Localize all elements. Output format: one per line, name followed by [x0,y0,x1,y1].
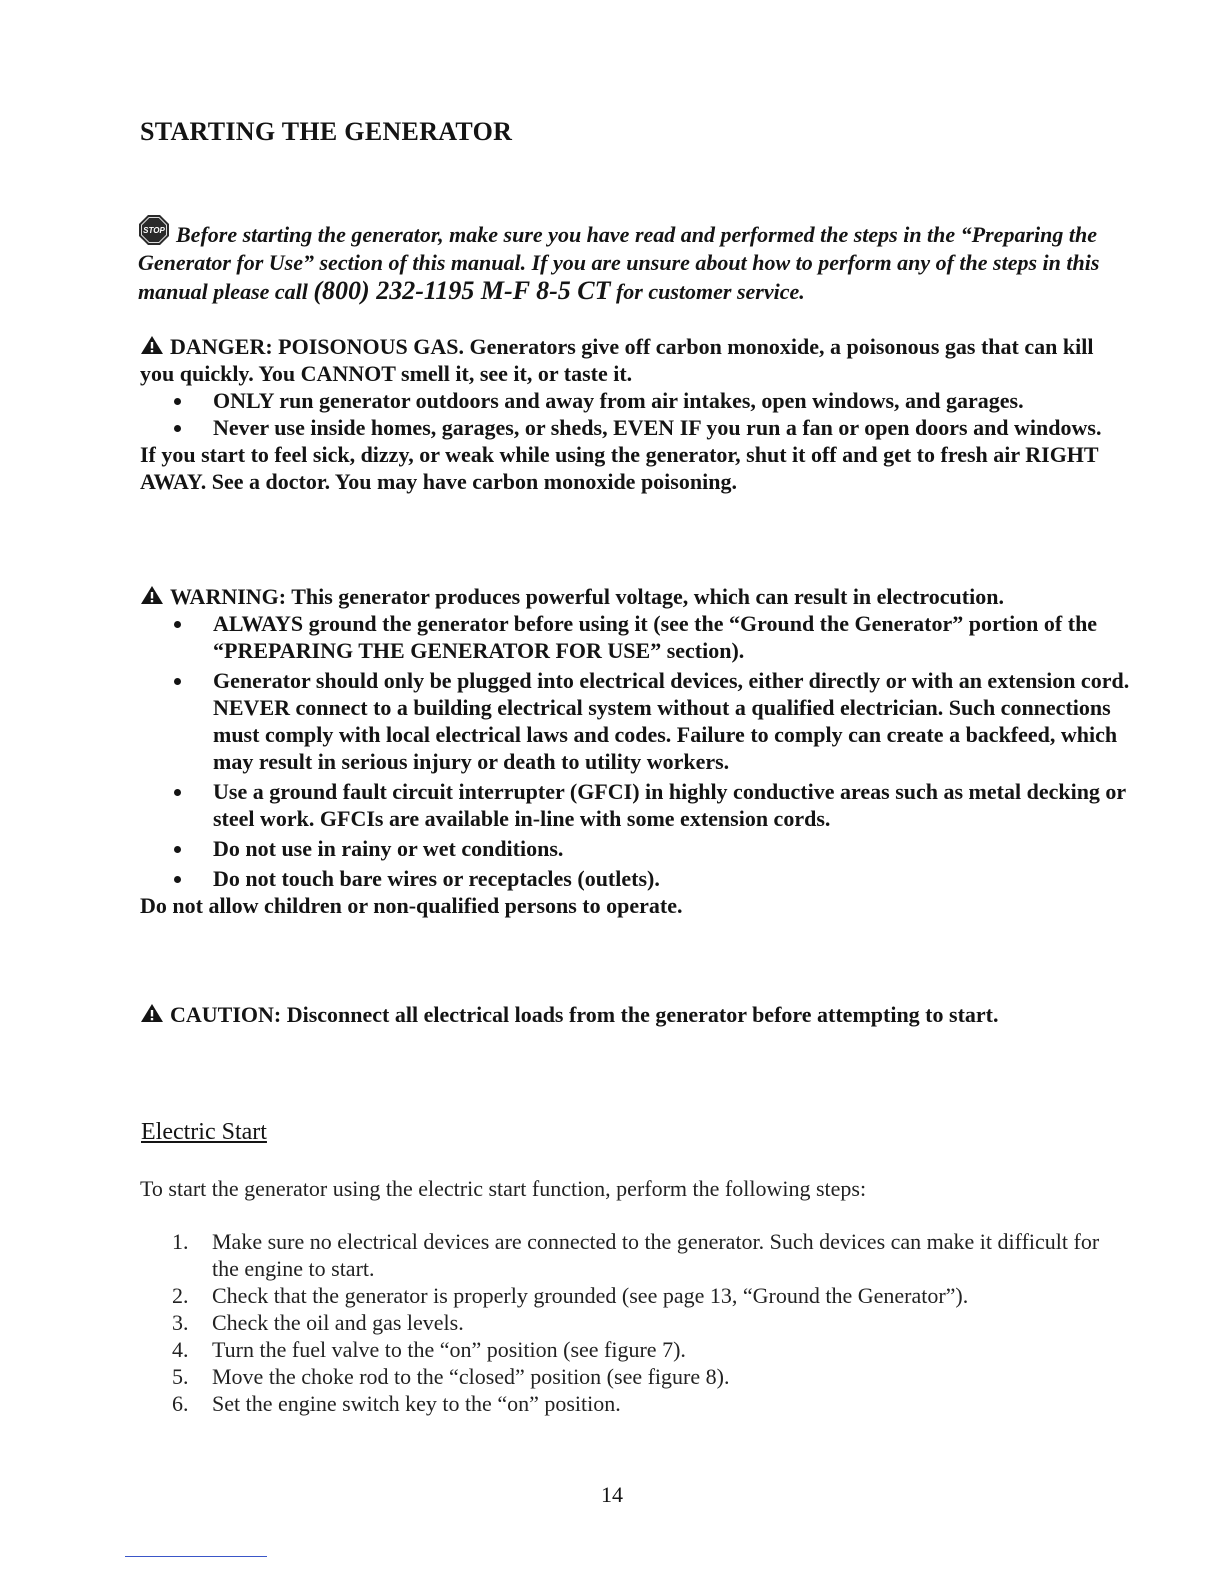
list-item: 6. Set the engine switch key to the “on” position. [172,1391,621,1416]
electric-start-intro: To start the generator using the electric start function, perform the following steps: [140,1176,867,1201]
intro-notice [138,214,1138,306]
list-item: 4. Turn the fuel valve to the “on” position (see figure 7). [172,1337,686,1362]
stop-sign-label: STOP [143,226,165,235]
danger-bullets [140,387,1130,441]
page-number: 14 [601,1482,623,1507]
list-item: Use a ground fault circuit interrupter (GFCI) in highly conductive areas such as metal decking or steel work. GFCIs are available in-line with some extension cords. [140,778,1130,832]
list-item: 5. Move the choke rod to the “closed” position (see figure 8). [172,1364,730,1389]
warning-triangle-icon [140,335,164,355]
intro-text-2: for customer service. [610,279,805,304]
page-title: STARTING THE GENERATOR [140,117,513,146]
danger-footer: If you start to feel sick, dizzy, or weak while using the generator, shut it off and get to fresh air RIGHT AWAY. See a doctor. You may have carbon monoxide poisoning. [140,442,1099,494]
list-item: ALWAYS ground the generator before using it (see the “Ground the Generator” portion of the “PREPARING THE GENERATOR FOR USE” section). [140,610,1130,664]
danger-block [140,333,1130,495]
danger-text: DANGER: POISONOUS GAS. Generators give off carbon monoxide, a poisonous gas that can kill you quickly. You CANNOT smell it, see it, or taste it. [140,334,1094,386]
warning-text: WARNING: This generator produces powerful voltage, which can result in electrocution. [170,584,1004,609]
warning-block [140,583,1130,919]
list-item: Generator should only be plugged into electrical devices, either directly or with an extension cord. NEVER connect to a building electrical system without a qualified electrician. Such connections must comply with local electrical laws and codes. Failure to comply can create a backfeed, which may result in serious injury or death to utility workers. [140,667,1130,775]
danger-heading [140,333,1130,387]
electric-start-steps [140,1228,1130,1417]
intro-phone: (800) 232-1195 M-F 8-5 CT [313,276,611,305]
footer-rule [125,1556,267,1557]
list-item: Never use inside homes, garages, or sheds, EVEN IF you run a fan or open doors and windows. [140,414,1130,441]
stop-sign-icon [138,214,170,246]
list-item: ONLY run generator outdoors and away from air intakes, open windows, and garages. [140,387,1130,414]
caution-block [140,1001,1130,1028]
warning-bullets [140,610,1130,892]
warning-heading [140,583,1130,610]
warning-footer: Do not allow children or non-qualified persons to operate. [140,893,683,918]
list-item: Do not use in rainy or wet conditions. [140,835,1130,862]
list-item: Do not touch bare wires or receptacles (outlets). [140,865,1130,892]
list-item: 1. Make sure no electrical devices are connected to the generator. Such devices can make it difficult for the engine to start. [172,1229,1100,1281]
warning-triangle-icon [140,1003,164,1023]
list-item: 2. Check that the generator is properly grounded (see page 13, “Ground the Generator”). [172,1283,969,1308]
intro-text-1: Before starting the generator, make sure you have read and performed the steps in the “Preparing the Generator for Use” section of this manual. If you are unsure about how to perform any of the steps in this manual please call [138,222,1100,304]
warning-triangle-icon [140,585,164,605]
caution-text: CAUTION: Disconnect all electrical loads from the generator before attempting to start. [170,1002,999,1027]
electric-start-heading: Electric Start [141,1119,267,1145]
list-item: 3. Check the oil and gas levels. [172,1310,464,1335]
